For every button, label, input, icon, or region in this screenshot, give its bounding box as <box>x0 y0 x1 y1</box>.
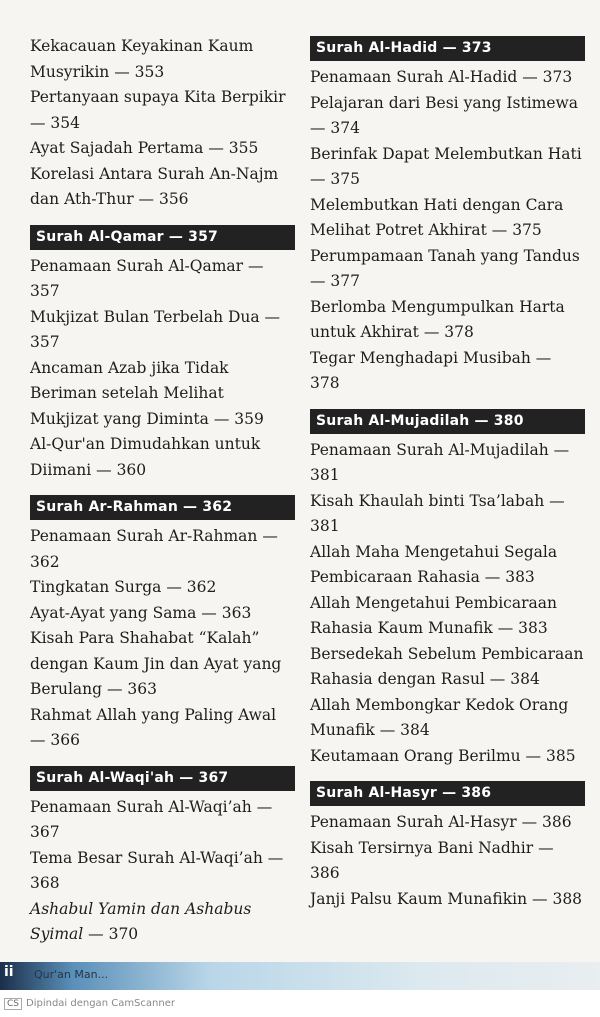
toc-entry: Kekacauan Keyakinan Kaum Musyrikin — 353 <box>30 37 254 81</box>
toc-entry: Rahmat Allah yang Paling Awal — 366 <box>30 705 277 749</box>
toc-entry: Tingkatan Surga — 362 <box>30 578 217 596</box>
section-heading: Surah Al-Hasyr — 386 <box>310 781 585 806</box>
footer-book-title: Qur'an Man... <box>34 968 109 981</box>
footer-page-number: ii <box>4 964 14 980</box>
toc-entry: Tegar Menghadapi Musibah — 378 <box>310 348 552 392</box>
toc-entry: Ayat Sajadah Pertama — 355 <box>30 139 259 157</box>
toc-entry-page: — 370 <box>83 925 139 943</box>
section-heading: Surah Al-Waqi'ah — 367 <box>30 766 295 791</box>
right-column <box>310 34 585 912</box>
toc-entry: Penamaan Surah Al-Hadid — 373 <box>310 68 573 86</box>
toc-entry: Ancaman Azab jika Tidak Beriman setelah Melihat Mukjizat yang Diminta — 359 <box>30 358 264 428</box>
section-heading: Surah Ar-Rahman — 362 <box>30 495 295 520</box>
toc-entry: Tema Besar Surah Al-Waqi’ah — 368 <box>30 848 284 892</box>
camscanner-icon: CS <box>4 998 22 1010</box>
toc-entry: Melembutkan Hati dengan Cara Melihat Potret Akhirat — 375 <box>310 195 564 239</box>
toc-entry: Pelajaran dari Besi yang Istimewa — 374 <box>310 93 579 137</box>
toc-entry: Kisah Khaulah binti Tsa’labah — 381 <box>310 491 565 535</box>
toc-entry: Kisah Tersirnya Bani Nadhir — 386 <box>310 838 554 882</box>
toc-entry: Korelasi Antara Surah An-Najm dan Ath-Thur — 356 <box>30 164 279 208</box>
toc-entry: Berlomba Mengumpulkan Harta untuk Akhirat — 378 <box>310 297 565 341</box>
section-heading: Surah Al-Hadid — 373 <box>310 36 585 61</box>
toc-entry: Allah Mengetahui Pembicaraan Rahasia Kaum Munafik — 383 <box>310 593 557 637</box>
toc-entry <box>30 897 295 948</box>
toc-entry: Perumpamaan Tanah yang Tandus — 377 <box>310 246 580 290</box>
scanner-label: Dipindai dengan CamScanner <box>26 998 175 1009</box>
toc-entry: Kisah Para Shahabat “Kalah” dengan Kaum Jin dan Ayat yang Berulang — 363 <box>30 629 282 698</box>
toc-entry: Janji Palsu Kaum Munafikin — 388 <box>310 889 583 908</box>
toc-entry: Allah Membongkar Kedok Orang Munafik — 384 <box>310 695 569 739</box>
toc-entry: Mukjizat Bulan Terbelah Dua — 357 <box>30 307 281 351</box>
section-heading: Surah Al-Mujadilah — 380 <box>310 409 585 434</box>
toc-entry-italic: Ashabul Yamin dan Ashabus Syimal <box>30 899 252 943</box>
toc-entry: Allah Maha Mengetahui Segala Pembicaraan Rahasia — 383 <box>310 542 558 586</box>
toc-entry: Pertanyaan supaya Kita Berpikir — 354 <box>30 88 286 132</box>
toc-entry: Berinfak Dapat Melembutkan Hati — 375 <box>310 144 582 188</box>
left-column <box>30 34 295 948</box>
toc-entry: Keutamaan Orang Berilmu — 385 <box>310 746 576 765</box>
toc-entry: Penamaan Surah Al-Qamar — 357 <box>30 256 264 300</box>
toc-entry: Penamaan Surah Ar-Rahman — 362 <box>30 527 278 571</box>
toc-entry: Penamaan Surah Al-Hasyr — 386 <box>310 813 572 831</box>
toc-entry: Al-Qur'an Dimudahkan untuk Diimani — 360 <box>30 435 261 479</box>
toc-entry: Penamaan Surah Al-Waqi’ah — 367 <box>30 797 273 841</box>
section-heading: Surah Al-Qamar — 357 <box>30 225 295 250</box>
toc-entry: Bersedekah Sebelum Pembicaraan Rahasia dengan Rasul — 384 <box>310 644 584 688</box>
toc-entry: Penamaan Surah Al-Mujadilah — 381 <box>310 440 570 484</box>
toc-entry: Ayat-Ayat yang Sama — 363 <box>30 603 252 622</box>
scanner-watermark <box>0 990 600 1017</box>
